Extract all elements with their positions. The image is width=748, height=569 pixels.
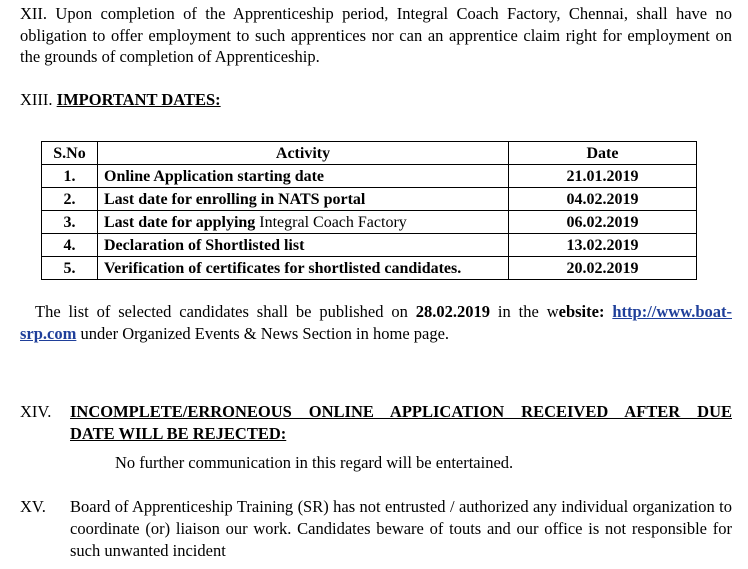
- table-row: [42, 257, 697, 280]
- selected-list-notice: The list of selected candidates shall be published on 28.02.2019 in the website: http://www.boat-srp.com under Organized Events & News Section in home page.: [20, 302, 732, 343]
- section-xiv-number: XIV.: [20, 402, 52, 421]
- row-date: 20.02.2019: [509, 257, 697, 280]
- row-activity: Last date for applying Integral Coach Factory: [98, 211, 509, 234]
- table-row: [42, 188, 697, 211]
- row-date: 04.02.2019: [509, 188, 697, 211]
- table-row: [42, 165, 697, 188]
- section-xiv-heading: [20, 401, 732, 445]
- section-xiii-number: XIII.: [20, 90, 53, 109]
- row-date: 13.02.2019: [509, 234, 697, 257]
- row-sno: 5.: [42, 257, 98, 280]
- section-xii-paragraph: [20, 3, 732, 68]
- website-link[interactable]: http://www.boat-srp.com: [20, 302, 732, 343]
- publish-date: 28.02.2019: [415, 302, 491, 321]
- row-activity: Declaration of Shortlisted list: [98, 234, 509, 257]
- row-date: 06.02.2019: [509, 211, 697, 234]
- row-date: 21.01.2019: [509, 165, 697, 188]
- table-row: [42, 211, 697, 234]
- row-sno: 2.: [42, 188, 98, 211]
- website-label: ebsite:: [558, 302, 605, 321]
- section-xiv-title: INCOMPLETE/ERRONEOUS ONLINE APPLICATION RECEIVED AFTER DUE DATE WILL BE REJECTED:: [70, 402, 732, 443]
- section-xv-number: XV.: [20, 497, 46, 516]
- row-sno: 3.: [42, 211, 98, 234]
- important-dates-table: [41, 141, 697, 280]
- row-activity: Last date for enrolling in NATS portal: [98, 188, 509, 211]
- table-row: [42, 234, 697, 257]
- section-xv-text: Board of Apprenticeship Training (SR) has not entrusted / authorized any individual organization to coordinate (or) liaison our work. Candidates beware of touts and our office is not responsible for such unwanted incident: [70, 497, 732, 560]
- section-xiv-note: No further communication in this regard will be entertained.: [115, 453, 514, 472]
- header-sno: S.No: [42, 142, 98, 165]
- row-sno: 4.: [42, 234, 98, 257]
- row-activity: Online Application starting date: [98, 165, 509, 188]
- section-xv-paragraph: [20, 496, 732, 562]
- header-date: Date: [509, 142, 697, 165]
- header-activity: Activity: [98, 142, 509, 165]
- section-xii-text: XII. Upon completion of the Apprenticeship period, Integral Coach Factory, Chennai, shall have no obligation to offer employment to such apprentices nor can an apprentice claim right for employment on the grounds of completion of Apprenticeship.: [20, 4, 732, 66]
- row-sno: 1.: [42, 165, 98, 188]
- section-xiii-title: IMPORTANT DATES:: [56, 90, 221, 109]
- table-header-row: [42, 142, 697, 165]
- row-activity: Verification of certificates for shortlisted candidates.: [98, 257, 509, 280]
- section-xiii-heading: [20, 89, 221, 111]
